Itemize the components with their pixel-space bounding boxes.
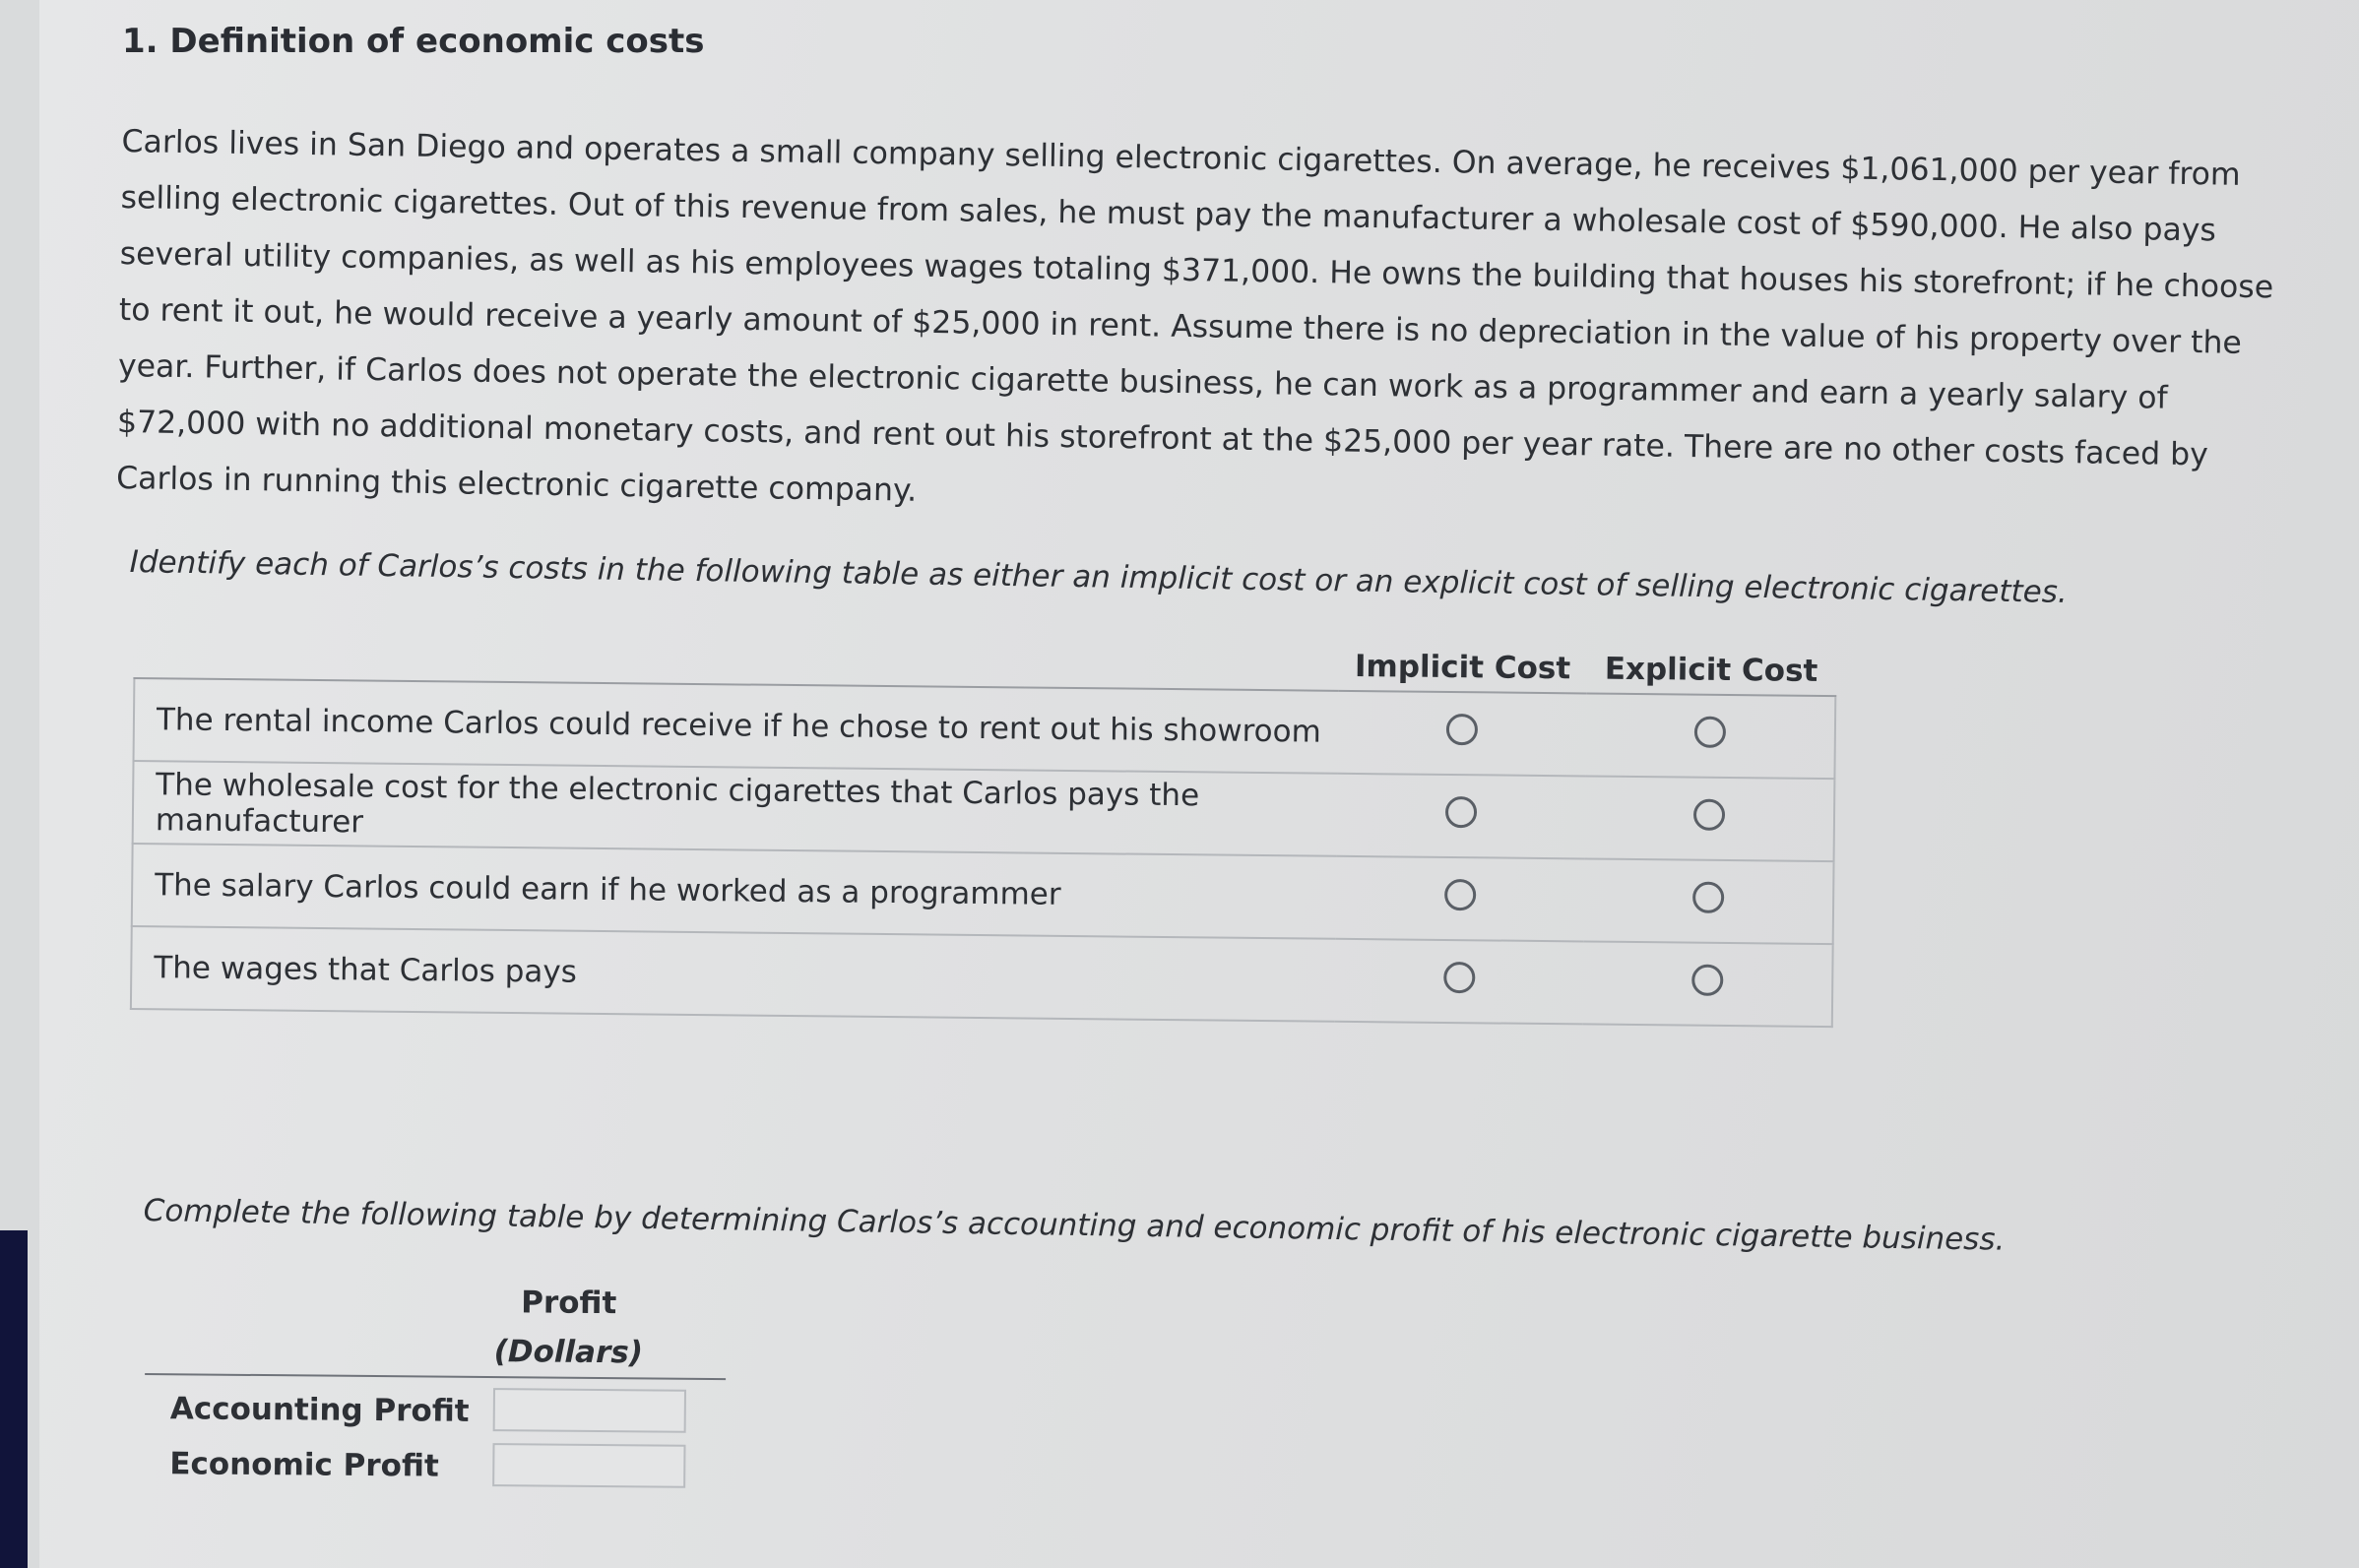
explicit-cost-header: Explicit Cost [1586, 637, 1836, 696]
table-row [145, 1383, 726, 1437]
implicit-radio-button[interactable] [1444, 879, 1476, 910]
cost-row-label: The salary Carlos could earn if he worked as a programmer [132, 844, 1337, 939]
profit-header-unit: (Dollars) [493, 1334, 644, 1371]
table-row [144, 1438, 725, 1492]
cost-row-label: The wholesale cost for the electronic cigarettes that Carlos pays the manufacturer [133, 761, 1338, 856]
implicit-cell [1336, 856, 1585, 942]
economic-profit-input[interactable] [492, 1443, 685, 1488]
implicit-cell [1335, 939, 1584, 1025]
implicit-cell [1337, 691, 1586, 777]
economic-profit-label: Economic Profit [169, 1446, 439, 1484]
implicit-cell [1337, 774, 1586, 859]
accounting-profit-label: Accounting Profit [169, 1391, 470, 1429]
profit-column-header [479, 1278, 658, 1378]
question-passage: Carlos lives in San Diego and operates a small company selling electronic cigarettes. On average, he receives $1,061,000 per year from selling electronic cigarettes. Out of this revenue from sales, he must pay the manufacturer a wholesale cost of $590,000. He also pays several utility companies, as well as his employees wages totaling $371,000. He owns the building that houses his storefront; if he choose to rent it out, he would receive a yearly amount of $25,000 in rent. Assume there is no depreciation in the value of his property over the year. Further, if Carlos does not operate the electronic cigarette business, he can work as a programmer and earn a yearly salary of $72,000 with no additional monetary costs, and rent out his storefront at the $25,000 per year rate. There are no other costs faced by Carlos in running this electronic cigarette company. [115, 123, 2274, 509]
cost-row-label: The rental income Carlos could receive if he chose to rent out his showroom [134, 678, 1339, 774]
accounting-profit-input[interactable] [493, 1388, 686, 1433]
profit-header-title: Profit [521, 1285, 617, 1322]
question-title: 1. Definition of economic costs [122, 22, 705, 61]
explicit-cell [1585, 776, 1835, 861]
question-page [39, 0, 2359, 1568]
implicit-cost-header: Implicit Cost [1338, 635, 1587, 694]
cost-table-instruction: Identify each of Carlos’s costs in the following table as either an implicit cost or an explicit cost of selling electronic cigarettes. [129, 544, 2069, 610]
explicit-cell [1583, 941, 1833, 1027]
implicit-radio-button[interactable] [1446, 714, 1478, 745]
explicit-cell [1584, 858, 1834, 944]
implicit-radio-button[interactable] [1443, 962, 1475, 993]
implicit-radio-button[interactable] [1445, 796, 1477, 828]
window-edge [0, 1230, 28, 1568]
profit-table [144, 1275, 736, 1506]
cost-classification-table [130, 622, 1837, 1028]
explicit-radio-button[interactable] [1692, 882, 1724, 913]
explicit-radio-button[interactable] [1691, 965, 1723, 996]
profit-table-instruction: Complete the following table by determining Carlos’s accounting and economic profit of his electronic cigarette business. [143, 1193, 2006, 1258]
explicit-radio-button[interactable] [1693, 799, 1725, 831]
explicit-cell [1585, 693, 1835, 779]
cost-row-label: The wages that Carlos pays [131, 926, 1336, 1022]
table-row [131, 926, 1833, 1027]
explicit-radio-button[interactable] [1694, 717, 1726, 748]
